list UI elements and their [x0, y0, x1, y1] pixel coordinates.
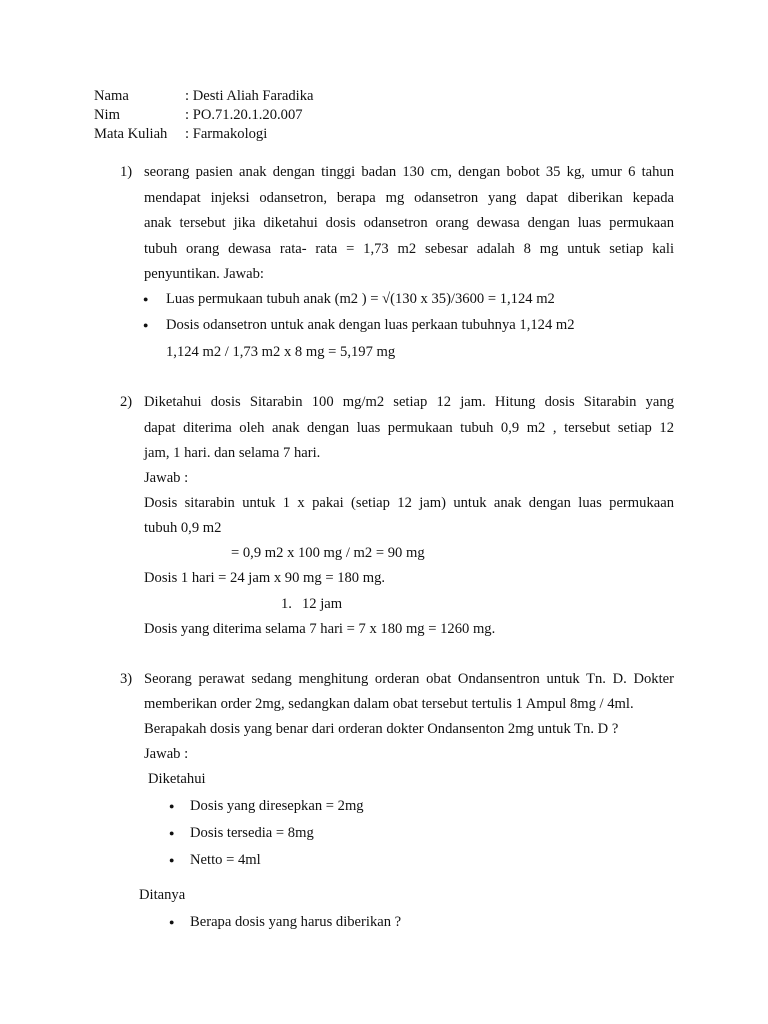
- question-2-line-1: Diketahui dosis Sitarabin 100 mg/m2 setiap 12 jam. Hitung dosis Sitarabin yang: [144, 394, 674, 410]
- question-1-line-5: penyuntikan. Jawab:: [144, 266, 264, 282]
- q2-dosis-line-2: tubuh 0,9 m2: [144, 520, 222, 536]
- mata-kuliah-label: Mata Kuliah: [94, 126, 168, 142]
- nama-value: : Desti Aliah Faradika: [185, 88, 314, 104]
- bullet-icon: ●: [143, 320, 149, 330]
- question-1-line-4: tubuh orang dewasa rata- rata = 1,73 m2 sebesar adalah 8 mg untuk setiap kali: [144, 241, 674, 257]
- question-1-line-1: seorang pasien anak dengan tinggi badan 130 cm, dengan bobot 35 kg, umur 6 tahun: [144, 164, 674, 180]
- q3-ditanya: Ditanya: [139, 887, 186, 903]
- q3-bullet-2: Dosis tersedia = 8mg: [190, 825, 314, 841]
- question-2-line-2: dapat diterima oleh anak dengan luas permukaan tubuh 0,9 m2 , tersebut setiap 12: [144, 420, 674, 436]
- q3-diketahui: Diketahui: [148, 771, 206, 787]
- q2-calc-3: Dosis yang diterima selama 7 hari = 7 x 180 mg = 1260 mg.: [144, 621, 496, 637]
- nim-label: Nim: [94, 107, 120, 123]
- bullet-icon: ●: [169, 828, 175, 838]
- bullet-icon: ●: [169, 801, 175, 811]
- q3-ditanya-bullet: Berapa dosis yang harus diberikan ?: [190, 914, 402, 930]
- q2-jawab: Jawab :: [144, 470, 189, 486]
- q2-dosis-line-1: Dosis sitarabin untuk 1 x pakai (setiap 12 jam) untuk anak dengan luas permukaan: [144, 495, 674, 511]
- question-2-number: 2): [120, 394, 133, 410]
- q1-result: 1,124 m2 / 1,73 m2 x 8 mg = 5,197 mg: [166, 344, 396, 360]
- question-1-line-3: anak tersebut jika diketahui dosis odansetron orang dewasa dengan luas permukaan: [144, 215, 674, 231]
- bullet-icon: ●: [169, 855, 175, 865]
- q3-jawab: Jawab :: [144, 746, 189, 762]
- bullet-icon: ●: [143, 294, 149, 304]
- q1-bullet-1: Luas permukaan tubuh anak (m2 ) = √(130 x 35)/3600 = 1,124 m2: [166, 291, 555, 307]
- q3-bullet-1: Dosis yang diresepkan = 2mg: [190, 798, 364, 814]
- nama-label: Nama: [94, 88, 129, 104]
- q2-list-number: 1.: [281, 596, 292, 612]
- question-1-number: 1): [120, 164, 133, 180]
- q2-calc-2: Dosis 1 hari = 24 jam x 90 mg = 180 mg.: [144, 570, 386, 586]
- question-1-line-2: mendapat injeksi odansetron, berapa mg odansetron yang dapat diberikan kepada: [144, 190, 674, 206]
- nim-value: : PO.71.20.1.20.007: [185, 107, 303, 123]
- question-3-line-1: Seorang perawat sedang menghitung orderan obat Ondansentron untuk Tn. D. Dokter: [144, 671, 674, 687]
- q2-calc-1: = 0,9 m2 x 100 mg / m2 = 90 mg: [231, 545, 425, 561]
- question-2-line-3: jam, 1 hari. dan selama 7 hari.: [144, 445, 321, 461]
- question-3-line-3: Berapakah dosis yang benar dari orderan dokter Ondansenton 2mg untuk Tn. D ?: [144, 721, 619, 737]
- q2-list-text: 12 jam: [302, 596, 343, 612]
- bullet-icon: ●: [169, 917, 175, 927]
- q3-bullet-3: Netto = 4ml: [190, 852, 261, 868]
- question-3-line-2: memberikan order 2mg, sedangkan dalam obat tersebut tertulis 1 Ampul 8mg / 4ml.: [144, 696, 634, 712]
- question-3-number: 3): [120, 671, 133, 687]
- q1-bullet-2: Dosis odansetron untuk anak dengan luas perkaan tubuhnya 1,124 m2: [166, 317, 575, 333]
- mata-kuliah-value: : Farmakologi: [185, 126, 268, 142]
